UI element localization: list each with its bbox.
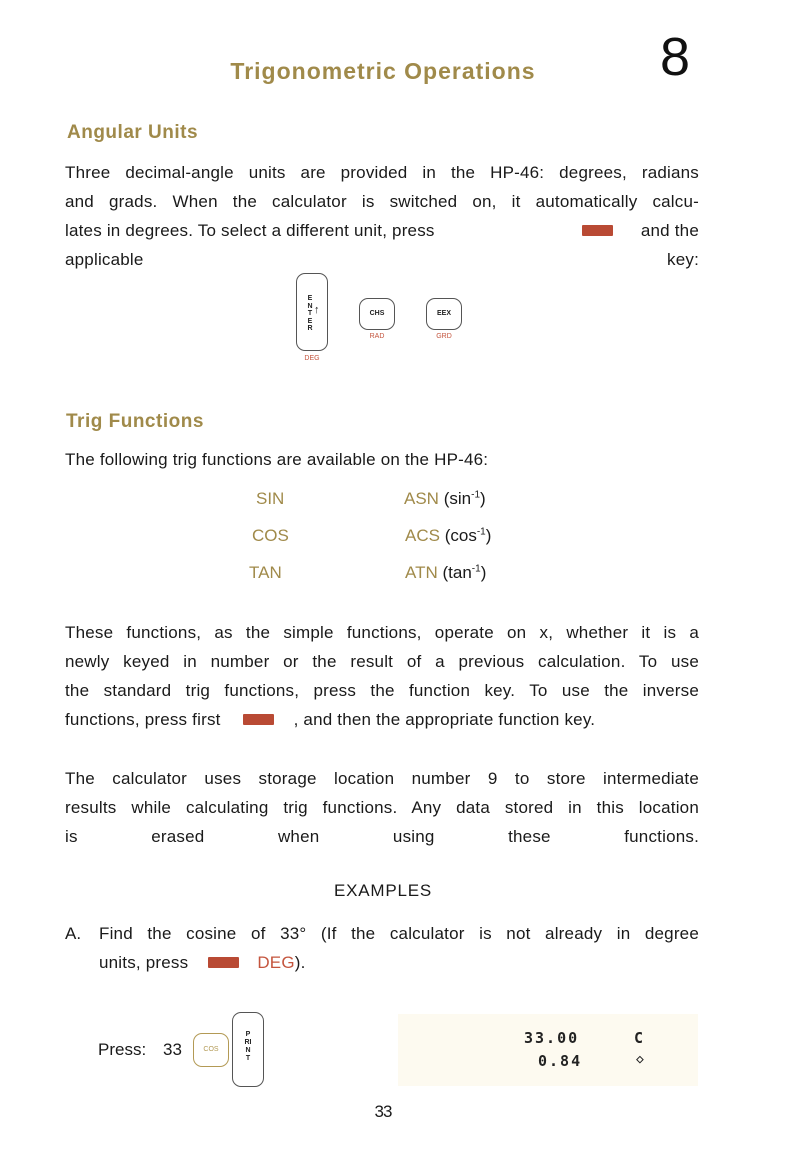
paragraph-line: results while calculating trig functions. Any data stored in this location <box>65 798 699 817</box>
shift-key-icon <box>243 714 274 725</box>
paragraph-line: These functions, as the simple functions, operate on x, whether it is a <box>65 623 699 642</box>
display-line1-value: 33.00 <box>524 1029 580 1047</box>
chs-key: CHS <box>359 298 395 330</box>
paragraph-line: applicable key: <box>65 250 699 269</box>
enter-key-label: ENTER <box>307 295 313 332</box>
print-key-label: PRINT <box>244 1031 252 1062</box>
rad-shift-label: RAD <box>369 333 385 340</box>
grd-shift-label: GRD <box>436 333 452 340</box>
paragraph-line-text: lates in degrees. To select a different unit, press <box>65 221 435 240</box>
example-line: units, press DEG ). <box>99 948 699 977</box>
shift-key-icon <box>208 957 239 968</box>
paragraph-line: functions, press first , and then the appropriate function key. <box>65 710 596 729</box>
deg-key-reference: DEG <box>257 953 295 972</box>
function-atn: ATN $(\tan^{-1})$ <box>405 563 487 582</box>
cos-key: COS <box>193 1033 229 1067</box>
angular-units-paragraph <box>65 158 699 274</box>
trig-functions-paragraph <box>65 618 699 734</box>
page-title: Trigonometric Operations <box>230 58 536 84</box>
press-label: Press: <box>98 1040 147 1059</box>
function-sin: SIN <box>256 489 285 508</box>
paragraph-line: Three decimal-angle units are provided in the HP-46: degrees, radians <box>65 163 699 182</box>
paragraph-line: the standard trig functions, press the function key. To use the inverse <box>65 681 699 700</box>
paragraph-line: is erased when using these functions. <box>65 827 699 846</box>
page-number: 33 <box>374 1102 392 1121</box>
display-line1-code: C <box>634 1029 646 1047</box>
press-value: 33 <box>163 1040 182 1059</box>
angular-units-heading: Angular Units <box>67 122 199 143</box>
paragraph-line: and grads. When the calculator is switched on, it automatically calcu- <box>65 192 699 211</box>
deg-shift-label: DEG <box>304 355 320 362</box>
storage-paragraph <box>65 764 699 851</box>
paragraph-line: The calculator uses storage location number 9 to store intermediate <box>65 769 699 788</box>
example-line: Find the cosine of 33° (If the calculator is not already in degree <box>99 924 699 943</box>
chapter-number: 8 <box>660 27 691 87</box>
function-asn: ASN $(\sin^{-1})$ <box>404 489 486 508</box>
trig-functions-heading: Trig Functions <box>66 411 204 432</box>
trig-functions-intro: The following trig functions are available on the HP-46: <box>65 450 489 469</box>
paragraph-line <box>65 216 699 245</box>
function-tan: TAN <box>249 563 282 582</box>
shift-key-icon <box>582 225 613 236</box>
calculator-display <box>398 1014 698 1086</box>
diamond-icon: ◇ <box>636 1052 646 1067</box>
arrow-up-icon: ↑ <box>314 304 320 316</box>
example-a-marker: A. <box>65 924 82 943</box>
eex-key: EEX <box>426 298 462 330</box>
display-line2-value: 0.84 <box>538 1052 583 1070</box>
examples-heading: EXAMPLES <box>333 881 433 900</box>
paragraph-line-text: and the <box>640 221 699 240</box>
function-cos: COS <box>252 526 289 545</box>
enter-key <box>296 273 328 351</box>
paragraph-line: newly keyed in number or the result of a previous calculation. To use <box>65 652 699 671</box>
example-a-text <box>99 919 699 977</box>
print-key <box>232 1012 264 1087</box>
function-acs: ACS $(\cos^{-1})$ <box>405 526 492 545</box>
